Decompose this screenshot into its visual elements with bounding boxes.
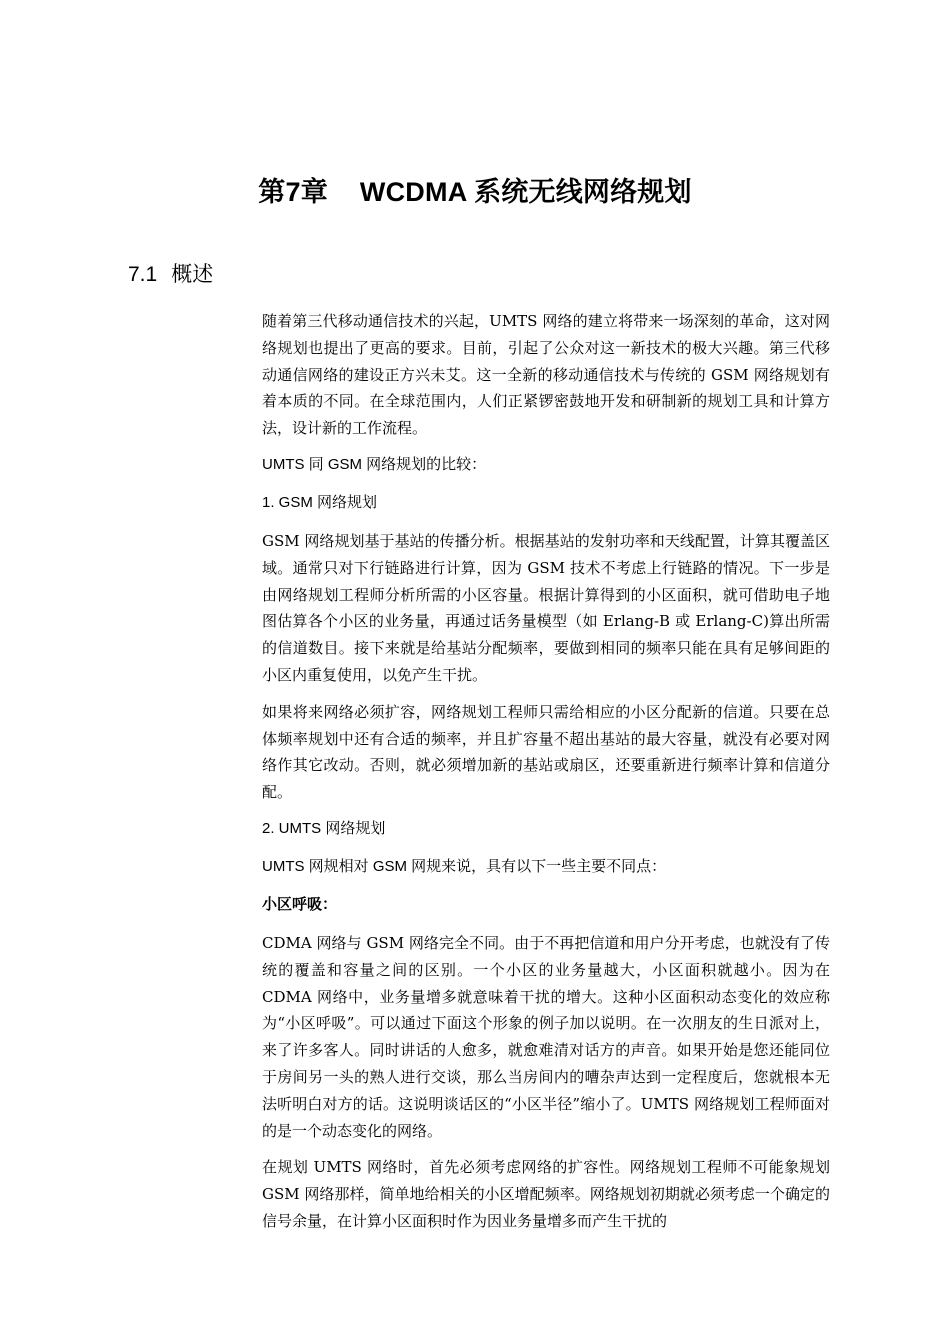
section-title xyxy=(128,258,213,288)
gsm-heading: 1. GSM 网络规划 xyxy=(262,493,378,511)
section-name: 概述 xyxy=(171,263,214,286)
umts-heading: 2. UMTS 网络规划 xyxy=(262,819,386,837)
chapter-title xyxy=(0,170,950,209)
cell-breathing-label: 小区呼吸： xyxy=(262,895,338,913)
gsm-paragraph-2: 如果将来网络必须扩容，网络规划工程师只需给相应的小区分配新的信道。只要在总体频率规划中还有合适的频率，并且扩容量不超出基站的最大容量，就没有必要对网络作其它改动。否则，就必须增加新的基站或扇区，还要重新进行频率计算和信道分配。 xyxy=(262,702,830,802)
section-number: 7.1 xyxy=(128,263,158,286)
chapter-number: 第7章 xyxy=(258,177,328,207)
intro-paragraph: 随着第三代移动通信技术的兴起，UMTS 网络的建立将带来一场深刻的革命，这对网络规划也提出了更高的要求。目前，引起了公众对这一新技术的极大兴趣。第三代移动通信网络的建设正方兴未艾。这一全新的移动通信技术与传统的 GSM 网络规划有着本质的不同。在全球范围内，人们正紧锣密鼓地开发和研制新的规划工具和计算方法，设计新的工作流程。 xyxy=(262,312,830,438)
umts-intro: UMTS 网规相对 GSM 网规来说，具有以下一些主要不同点： xyxy=(262,857,667,875)
body-content xyxy=(262,308,830,1245)
cell-breathing-paragraph-1: CDMA 网络与 GSM 网络完全不同。由于不再把信道和用户分开考虑，也就没有了传统的覆盖和容量之间的区别。一个小区的业务量越大，小区面积就越小。因为在 CDMA 网络中，业务量增多就意味着干扰的增大。这种小区面积动态变化的效应称为“小区呼吸”。可以通过下面这个形象的例子加以说明。在一次朋友的生日派对上，来了许多客人。同时讲话的人愈多，就愈难清对话方的声音。如果开始是您还能同位于房间另一头的熟人进行交谈，那么当房间内的嘈杂声达到一定程度后，您就根本无法听明白对方的话。这说明谈话区的“小区半径”缩小了。UMTS 网络规划工程师面对的是一个动态变化的网络。 xyxy=(262,933,830,1140)
gsm-paragraph-1: GSM 网络规划基于基站的传播分析。根据基站的发射功率和天线配置，计算其覆盖区域。通常只对下行链路进行计算，因为 GSM 技术不考虑上行链路的情况。下一步是由网络规划工程师分析所需的小区容量。根据计算得到的小区面积，就可借助电子地图估算各个小区的业务量，再通过话务量模型（如 Erlang-B 或 Erlang-C)算出所需的信道数目。接下来就是给基站分配频率，要做到相同的频率只能在具有足够间距的小区内重复使用，以免产生干扰。 xyxy=(262,531,830,684)
cell-breathing-paragraph-2: 在规划 UMTS 网络时，首先必须考虑网络的扩容性。网络规划工程师不可能象规划 GSM 网络那样，简单地给相关的小区增配频率。网络规划初期就必须考虑一个确定的信号余量，在计算小区面积时作为因业务量增多而产生干扰的 xyxy=(262,1158,830,1230)
comparison-label: UMTS 同 GSM 网络规划的比较： xyxy=(262,455,487,473)
chapter-name: WCDMA 系统无线网络规划 xyxy=(359,177,692,207)
